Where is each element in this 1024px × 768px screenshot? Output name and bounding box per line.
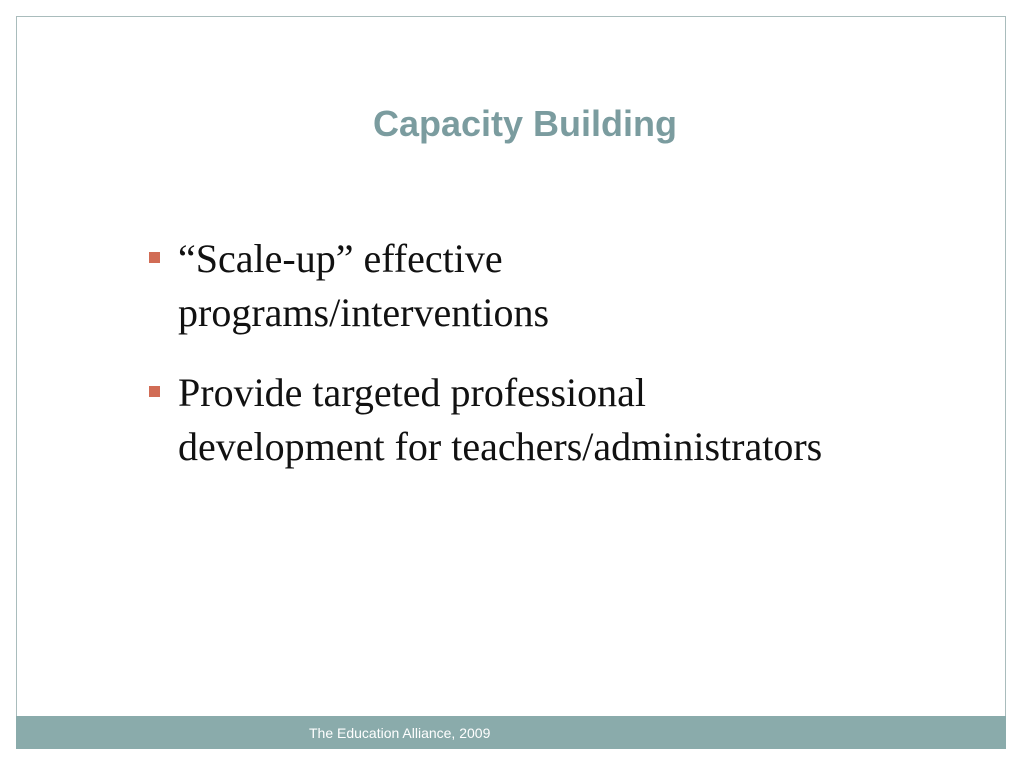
- bullet-list: [147, 232, 847, 474]
- bullet-item: [147, 366, 847, 474]
- bullet-item: [147, 232, 847, 340]
- bullet-text: Provide targeted professional development for teachers/administrators: [178, 370, 823, 469]
- footer-text: The Education Alliance, 2009: [309, 725, 491, 741]
- square-bullet-icon: [149, 252, 160, 263]
- square-bullet-icon: [149, 386, 160, 397]
- slide-title: Capacity Building: [372, 103, 678, 144]
- footer-bar: [16, 716, 1006, 749]
- bullet-text: “Scale-up” effective programs/interventions: [178, 236, 550, 335]
